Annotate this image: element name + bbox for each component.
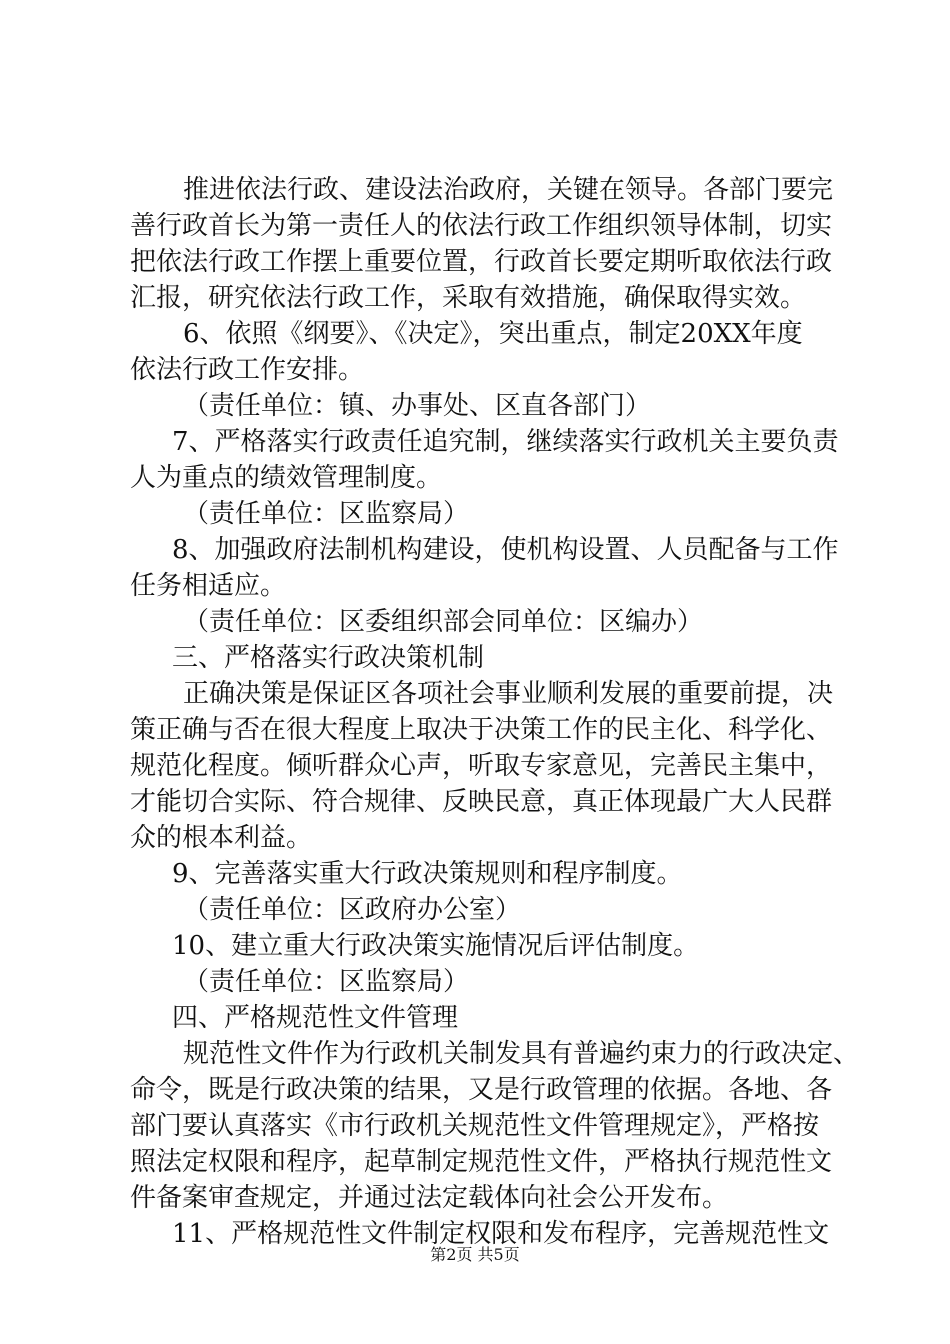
responsibility-note: （责任单位：区监察局）	[183, 499, 470, 529]
paragraph-line: 命令，既是行政决策的结果，又是行政管理的依据。各地、各	[130, 1075, 833, 1105]
list-item-line: 9、完善落实重大行政决策规则和程序制度。	[172, 859, 683, 889]
paragraph-line: 把依法行政工作摆上重要位置，行政首长要定期听取依法行政	[130, 247, 833, 277]
paragraph-line: 汇报，研究依法行政工作，采取有效措施，确保取得实效。	[130, 283, 807, 313]
paragraph-line: 正确决策是保证区各项社会事业顺利发展的重要前提，决	[183, 679, 834, 709]
responsibility-note: （责任单位：区委组织部会同单位：区编办）	[183, 607, 704, 637]
section-heading: 四、严格规范性文件管理	[172, 1003, 459, 1033]
list-item-line: 人为重点的绩效管理制度。	[130, 463, 443, 493]
paragraph-line: 策正确与否在很大程度上取决于决策工作的民主化、科学化、	[130, 715, 833, 745]
list-item-line: 任务相适应。	[130, 571, 287, 601]
list-item-line: 依法行政工作安排。	[130, 355, 365, 385]
paragraph-line: 规范性文件作为行政机关制发具有普遍约束力的行政决定、	[183, 1039, 860, 1069]
paragraph-line: 才能切合实际、符合规律、反映民意，真正体现最广大人民群	[130, 787, 833, 817]
page-footer: 第2页 共5页	[430, 1245, 520, 1264]
list-item-line: 7、严格落实行政责任追究制，继续落实行政机关主要负责	[172, 427, 839, 457]
paragraph-line: 推进依法行政、建设法治政府，关键在领导。各部门要完	[183, 175, 834, 205]
responsibility-note: （责任单位：区监察局）	[183, 967, 470, 997]
paragraph-line: 件备案审查规定，并通过法定载体向社会公开发布。	[130, 1183, 729, 1213]
list-item-line: 8、加强政府法制机构建设，使机构设置、人员配备与工作	[172, 535, 839, 565]
responsibility-note: （责任单位：区政府办公室）	[183, 895, 522, 925]
paragraph-line: 部门要认真落实《市行政机关规范性文件管理规定》，严格按	[130, 1111, 820, 1141]
list-item-line: 10、建立重大行政决策实施情况后评估制度。	[172, 931, 700, 961]
list-item-line: 6、依照《纲要》、《决定》，突出重点，制定20XX年度	[183, 319, 803, 349]
paragraph-line: 规范化程度。倾听群众心声，听取专家意见，完善民主集中，	[130, 751, 833, 781]
section-heading: 三、严格落实行政决策机制	[172, 643, 485, 673]
paragraph-line: 善行政首长为第一责任人的依法行政工作组织领导体制，切实	[130, 211, 833, 241]
paragraph-line: 照法定权限和程序，起草制定规范性文件，严格执行规范性文	[130, 1147, 833, 1177]
list-item-line: 11、严格规范性文件制定权限和发布程序，完善规范性文	[172, 1219, 830, 1249]
responsibility-note: （责任单位：镇、办事处、区直各部门）	[183, 391, 652, 421]
paragraph-line: 众的根本利益。	[130, 823, 313, 853]
